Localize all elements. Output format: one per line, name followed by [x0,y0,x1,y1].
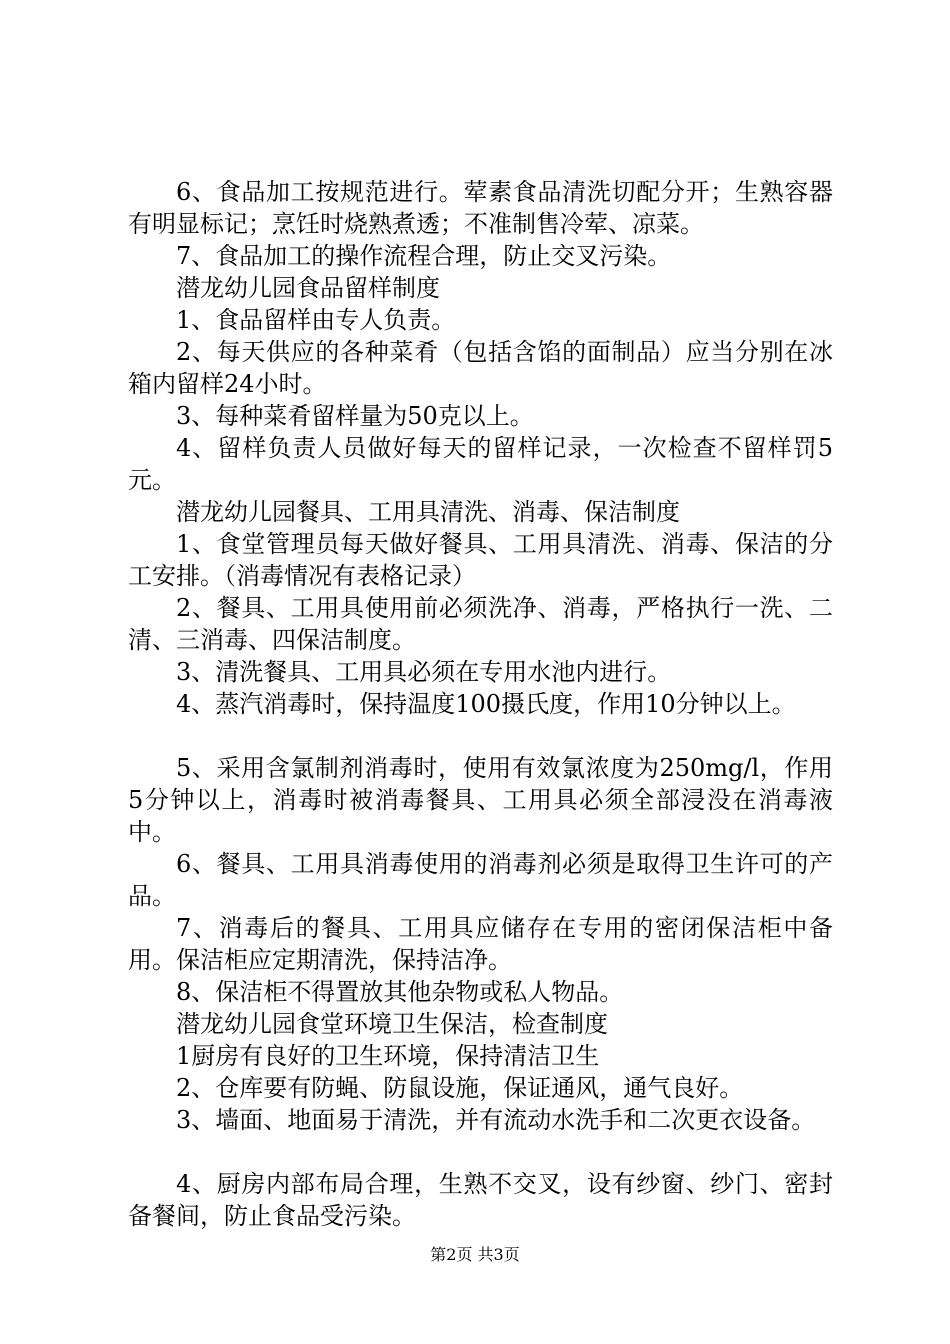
paragraph-food-processing-rules: 6、食品加工按规范进行。荤素食品清洗切配分开；生熟容器有明显标记；烹饪时烧熟煮透；不准制售冷荤、凉菜。 [128,178,833,238]
blank-line [128,1136,833,1168]
paragraph-cabinet-no-items: 8、保洁柜不得置放其他杂物或私人物品。 [176,978,624,1006]
blank-line [128,720,833,752]
paragraph-chlorine-disinfection: 5、采用含氯制剂消毒时，使用有效氯浓度为250mg/l，作用5分钟以上，消毒时被消毒餐具、工用具必须全部浸没在消毒液中。 [128,754,833,846]
paragraph-walls-floors: 3、墙面、地面易于清洗，并有流动水洗手和二次更衣设备。 [176,1106,816,1134]
paragraph-storage-cabinet: 7、消毒后的餐具、工用具应储存在专用的密闭保洁柜中备用。保洁柜应定期清洗，保持洁净。 [128,914,833,974]
section-heading-sample-retention: 潜龙幼儿园食品留样制度 [176,274,440,302]
paragraph-steam-disinfection: 4、蒸汽消毒时，保持温度100摄氏度，作用10分钟以上。 [176,690,796,718]
section-heading-kitchen-hygiene: 潜龙幼儿园食堂环境卫生保洁，检查制度 [176,1010,608,1038]
paragraph-sample-50-grams: 3、每种菜肴留样量为50克以上。 [176,402,534,430]
paragraph-cleaning-procedure: 2、餐具、工用具使用前必须洗净、消毒，严格执行一洗、二清、三消毒、四保洁制度。 [128,594,833,654]
paragraph-warehouse-protection: 2、仓库要有防蝇、防鼠设施，保证通风，通气良好。 [176,1074,744,1102]
paragraph-dedicated-sink: 3、清洗餐具、工用具必须在专用水池内进行。 [176,658,672,686]
paragraph-cleaning-arrangement: 1、食堂管理员每天做好餐具、工用具清洗、消毒、保洁的分工安排。（消毒情况有表格记录） [128,530,833,590]
section-heading-tableware-cleaning: 潜龙幼儿园餐具、工用具清洗、消毒、保洁制度 [176,498,680,526]
paragraph-kitchen-clean: 1厨房有良好的卫生环境，保持清洁卫生 [176,1042,600,1070]
document-body [128,176,833,1232]
paragraph-sample-record: 4、留样负责人员做好每天的留样记录，一次检查不留样罚5元。 [128,434,833,494]
paragraph-disinfectant-license: 6、餐具、工用具消毒使用的消毒剂必须是取得卫生许可的产品。 [128,850,833,910]
paragraph-kitchen-layout: 4、厨房内部布局合理，生熟不交叉，设有纱窗、纱门、密封备餐间，防止食品受污染。 [128,1170,833,1230]
paragraph-sample-24-hours: 2、每天供应的各种菜肴（包括含馅的面制品）应当分别在冰箱内留样24小时。 [128,338,833,398]
page-number-footer: 第2页 共3页 [430,1245,520,1264]
paragraph-sample-responsible: 1、食品留样由专人负责。 [176,306,456,334]
paragraph-processing-flow: 7、食品加工的操作流程合理，防止交叉污染。 [176,242,672,270]
